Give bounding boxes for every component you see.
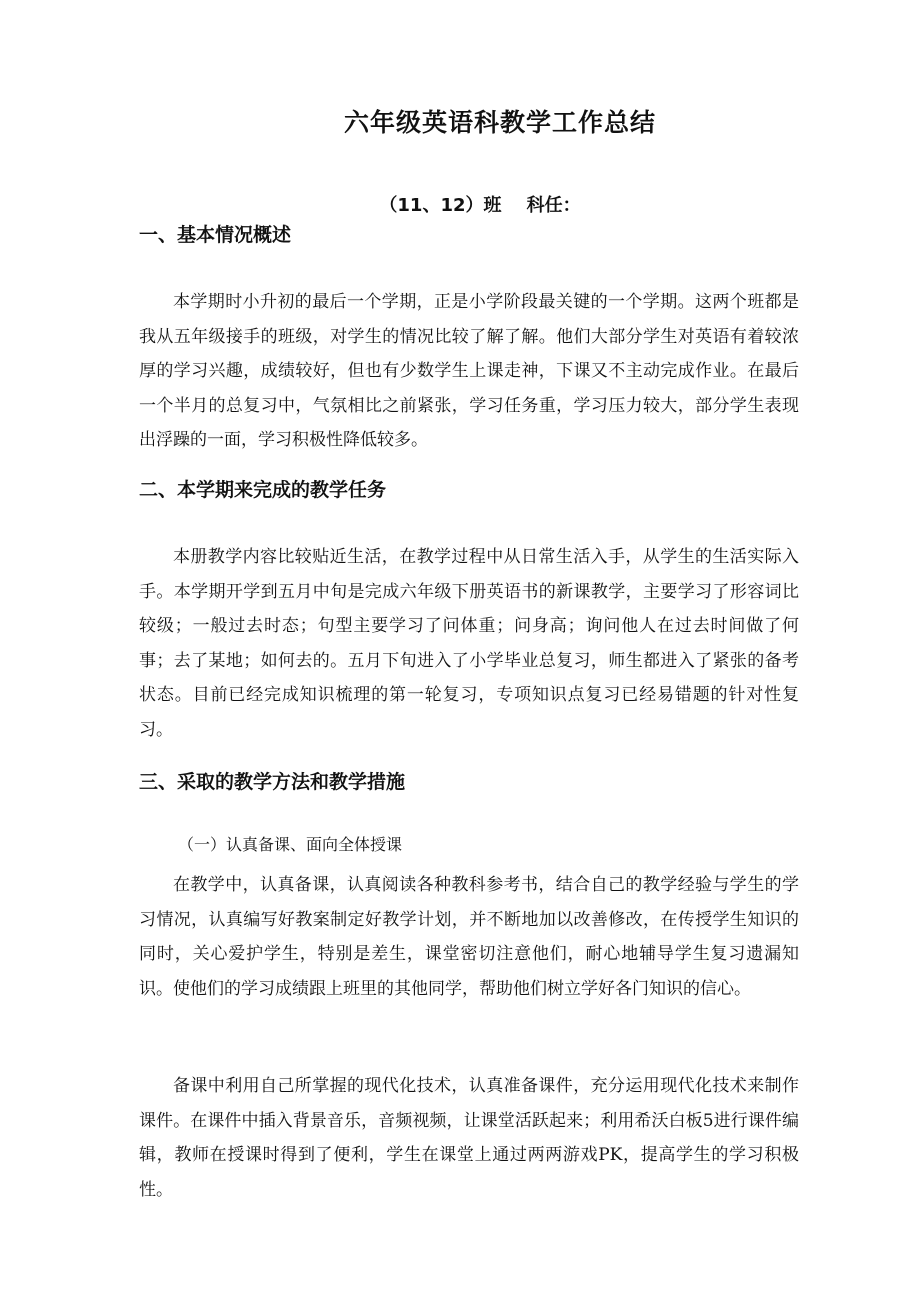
methods-paragraph-2: 备课中利用自己所掌握的现代化技术，认真准备课件，充分运用现代化技术来制作课件。在课件中插入背景音乐，音频视频，让课堂活跃起来；利用希沃白板5进行课件编辑，教师在授课时得到了便利，学生在课堂上通过两两游戏PK，提高学生的学习积极性。	[139, 1076, 799, 1200]
overview-paragraph: 本学期时小升初的最后一个学期，正是小学阶段最关键的一个学期。这两个班都是我从五年级接手的班级，对学生的情况比较了解了解。他们大部分学生对英语有着较浓厚的学习兴趣，成绩较好，但也有少数学生上课走神，下课又不主动完成作业。在最后一个半月的总复习中，气氛相比之前紧张，学习任务重，学习压力较大，部分学生表现出浮躁的一面，学习积极性降低较多。	[139, 292, 799, 450]
subheading-preparation: （一）认真备课、面向全体授课	[178, 835, 403, 854]
document-title: 六年级英语科教学工作总结	[343, 108, 656, 137]
class-teacher-line: （11、12）班 科任：	[379, 195, 581, 216]
section-heading-tasks: 二、本学期来完成的教学任务	[139, 479, 387, 501]
section-heading-methods: 三、采取的教学方法和教学措施	[139, 771, 406, 793]
methods-paragraph-1: 在教学中，认真备课，认真阅读各种教科参考书，结合自己的教学经验与学生的学习情况，认真编写好教案制定好教学计划，并不断地加以改善修改，在传授学生知识的同时，关心爱护学生，特别是差生，课堂密切注意他们，耐心地辅导学生复习遗漏知识。使他们的学习成绩跟上班里的其他同学，帮助他们树立学好各门知识的信心。	[139, 875, 799, 999]
section-heading-overview: 一、基本情况概述	[139, 224, 292, 246]
tasks-paragraph: 本册教学内容比较贴近生活，在教学过程中从日常生活入手，从学生的生活实际入手。本学期开学到五月中旬是完成六年级下册英语书的新课教学，主要学习了形容词比较级；一般过去时态；句型主要学习了问体重；问身高；询问他人在过去时间做了何事；去了某地；如何去的。五月下旬进入了小学毕业总复习，师生都进入了紧张的备考状态。目前已经完成知识梳理的第一轮复习，专项知识点复习已经易错题的针对性复习。	[139, 547, 799, 740]
